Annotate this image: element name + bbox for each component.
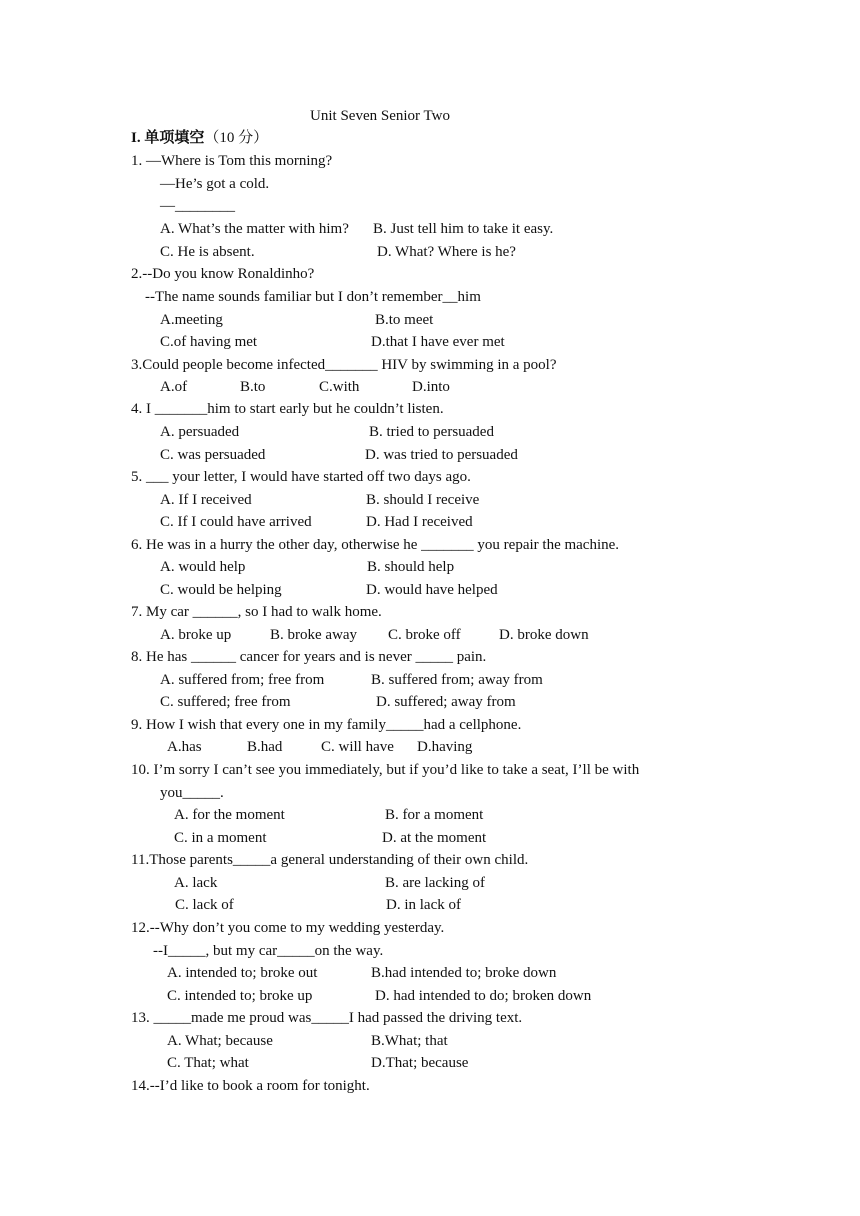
section-label: I. 单项填空 — [131, 130, 205, 146]
option-a: A. suffered from; free from — [160, 672, 325, 688]
option-a: A. broke up — [160, 627, 232, 643]
option-b: B. are lacking of — [385, 875, 485, 891]
option-d: D. suffered; away from — [376, 694, 516, 710]
option-a: A. What; because — [167, 1033, 273, 1049]
option-d: D. broke down — [499, 627, 589, 643]
option-c: C.of having met — [160, 334, 258, 350]
question-stem: 3.Could people become infected_______ HIV by swimming in a pool? — [131, 357, 557, 373]
option-b: B.What; that — [371, 1033, 448, 1049]
section-score: （10 分） — [204, 130, 269, 146]
option-c: C.with — [319, 379, 360, 395]
option-c: C. broke off — [388, 627, 461, 643]
option-c: C. lack of — [175, 897, 234, 913]
option-a: A.of — [160, 379, 188, 395]
option-a: A. for the moment — [174, 807, 285, 823]
option-b: B. should help — [367, 559, 455, 575]
question-line: —________ — [160, 198, 235, 214]
question-stem: 1. —Where is Tom this morning? — [131, 153, 333, 169]
option-b: B.to meet — [375, 312, 434, 328]
option-a: A. intended to; broke out — [167, 965, 318, 981]
option-b: B. should I receive — [366, 492, 480, 508]
question-stem: 7. My car ______, so I had to walk home. — [131, 604, 382, 620]
option-a: A.meeting — [160, 312, 223, 328]
option-a: A. What’s the matter with him? — [160, 221, 349, 237]
question-stem: 8. He has ______ cancer for years and is never _____ pain. — [131, 649, 487, 665]
option-a: A.has — [167, 739, 202, 755]
option-d: D. in lack of — [386, 897, 461, 913]
option-b: B.to — [240, 379, 266, 395]
option-c: C. That; what — [167, 1055, 249, 1071]
option-c: C. will have — [321, 739, 394, 755]
option-c: C. He is absent. — [160, 244, 255, 260]
option-c: C. If I could have arrived — [160, 514, 312, 530]
option-c: C. intended to; broke up — [167, 988, 313, 1004]
option-d: D. Had I received — [366, 514, 473, 530]
option-d: D.having — [417, 739, 473, 755]
option-b: B. Just tell him to take it easy. — [373, 221, 554, 237]
option-a: A. lack — [174, 875, 218, 891]
option-d: D.that I have ever met — [371, 334, 505, 350]
question-stem: 13. _____made me proud was_____I had passed the driving text. — [131, 1010, 523, 1026]
option-d: D.into — [412, 379, 450, 395]
question-line: you_____. — [160, 785, 224, 801]
option-c: C. in a moment — [174, 830, 267, 846]
option-b: B. for a moment — [385, 807, 484, 823]
question-stem: 5. ___ your letter, I would have started off two days ago. — [131, 469, 471, 485]
section-heading — [131, 128, 268, 148]
question-stem: 2.--Do you know Ronaldinho? — [131, 266, 315, 282]
option-d: D. would have helped — [366, 582, 498, 598]
question-stem: 9. How I wish that every one in my family_____had a cellphone. — [131, 717, 522, 733]
question-stem: 12.--Why don’t you come to my wedding yesterday. — [131, 920, 445, 936]
option-b: B. suffered from; away from — [371, 672, 543, 688]
question-line: —He’s got a cold. — [160, 176, 270, 192]
question-stem: 11.Those parents_____a general understanding of their own child. — [131, 852, 529, 868]
question-stem: 14.--I’d like to book a room for tonight. — [131, 1078, 370, 1094]
option-c: C. was persuaded — [160, 447, 266, 463]
page-title: Unit Seven Senior Two — [310, 108, 450, 124]
question-stem: 4. I _______him to start early but he couldn’t listen. — [131, 401, 444, 417]
option-b: B. tried to persuaded — [369, 424, 494, 440]
question-line: --I_____, but my car_____on the way. — [153, 943, 384, 959]
question-stem: 6. He was in a hurry the other day, otherwise he _______ you repair the machine. — [131, 537, 620, 553]
option-d: D. at the moment — [382, 830, 487, 846]
question-line: --The name sounds familiar but I don’t remember__him — [145, 289, 481, 305]
option-d: D. had intended to do; broken down — [375, 988, 592, 1004]
option-b: B. broke away — [270, 627, 358, 643]
option-a: A. would help — [160, 559, 246, 575]
option-c: C. would be helping — [160, 582, 282, 598]
option-d: D. What? Where is he? — [377, 244, 516, 260]
option-d: D. was tried to persuaded — [365, 447, 518, 463]
option-a: A. If I received — [160, 492, 252, 508]
option-d: D.That; because — [371, 1055, 469, 1071]
question-stem: 10. I’m sorry I can’t see you immediately, but if you’d like to take a seat, I’ll be with — [131, 762, 640, 778]
option-b: B.had — [247, 739, 283, 755]
option-a: A. persuaded — [160, 424, 240, 440]
option-c: C. suffered; free from — [160, 694, 291, 710]
option-b: B.had intended to; broke down — [371, 965, 557, 981]
